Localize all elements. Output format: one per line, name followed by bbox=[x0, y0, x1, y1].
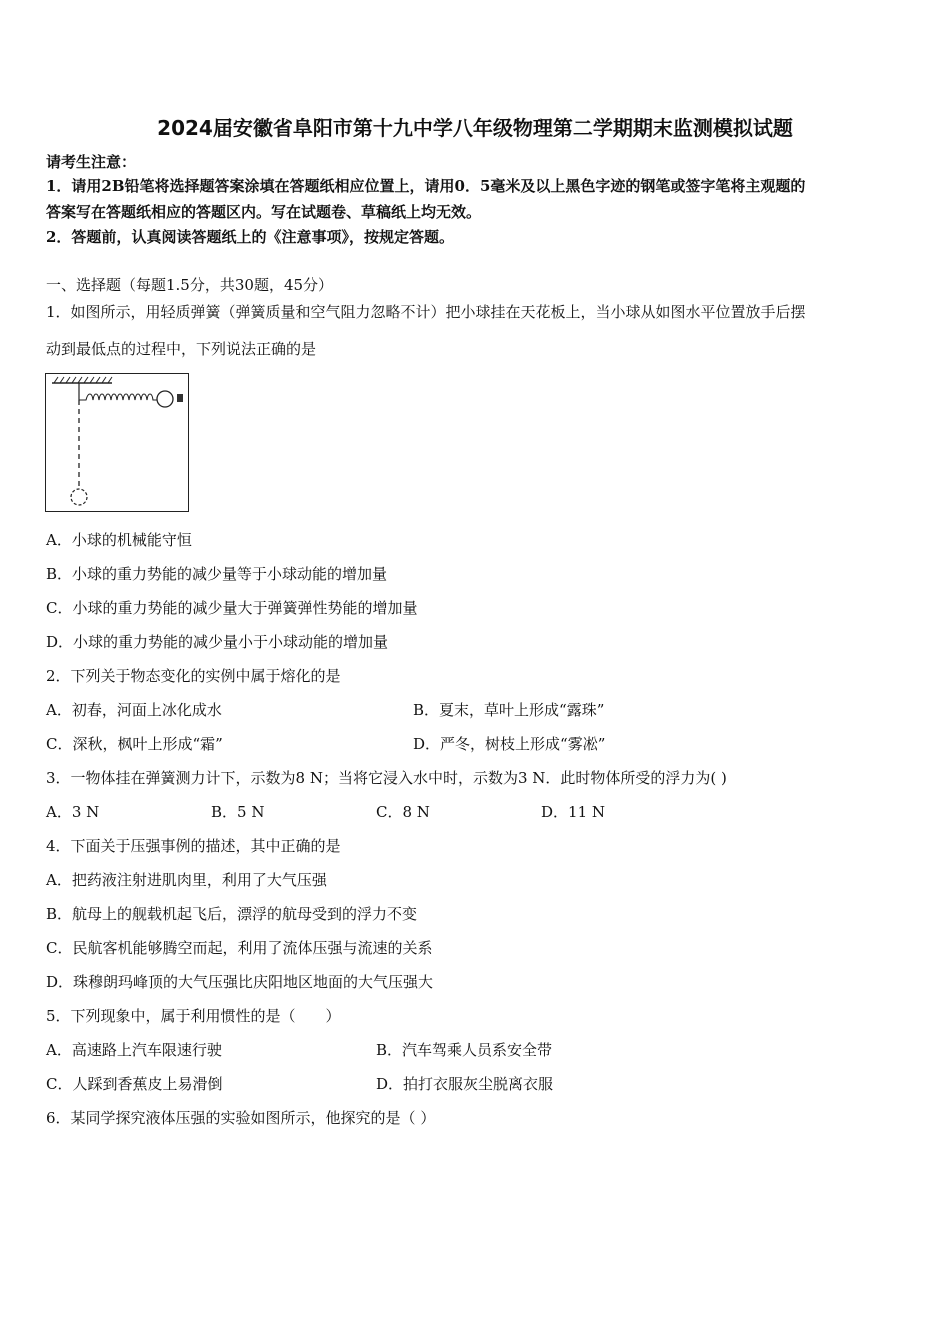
q2-option-b: B．夏末，草叶上形成“露珠” bbox=[413, 701, 605, 719]
notice-item-1-line-2: 答案写在答题纸相应的答题区内。写在试题卷、草稿纸上均无效。 bbox=[46, 203, 482, 221]
q4-option-c: C．民航客机能够腾空而起，利用了流体压强与流速的关系 bbox=[46, 939, 433, 957]
q3-stem: 3．一物体挂在弹簧测力计下，示数为8 N；当将它浸入水中时，示数为3 N．此时物体所受的浮力为( ) bbox=[46, 769, 727, 787]
ceiling-hatch bbox=[54, 377, 112, 383]
q2-stem: 2．下列关于物态变化的实例中属于熔化的是 bbox=[46, 667, 341, 685]
page-title: 2024届安徽省阜阳市第十九中学八年级物理第二学期期末监测模拟试题 bbox=[157, 116, 793, 140]
notice-item-2: 2．答题前，认真阅读答题纸上的《注意事项》，按规定答题。 bbox=[46, 228, 454, 246]
q2-option-d: D．严冬，树枝上形成“雾凇” bbox=[413, 735, 606, 753]
q6-stem: 6．某同学探究液体压强的实验如图所示，他探究的是（ ） bbox=[46, 1109, 436, 1127]
q5-option-b: B．汽车驾乘人员系安全带 bbox=[376, 1041, 553, 1059]
q5-option-c: C．人踩到香蕉皮上易滑倒 bbox=[46, 1075, 223, 1093]
q5-option-d: D．拍打衣服灰尘脱离衣服 bbox=[376, 1075, 554, 1093]
release-marker bbox=[177, 394, 183, 402]
ball-start bbox=[157, 391, 173, 407]
notice-heading: 请考生注意： bbox=[46, 153, 137, 171]
q2-option-c: C．深秋，枫叶上形成“霜” bbox=[46, 735, 223, 753]
ball-lowest bbox=[71, 489, 87, 505]
q1-stem-line-1: 1．如图所示，用轻质弹簧（弹簧质量和空气阻力忽略不计）把小球挂在天花板上，当小球从如图水平位置放手后摆 bbox=[46, 303, 806, 321]
spring-pendulum-figure bbox=[45, 373, 189, 512]
q4-option-b: B．航母上的舰载机起飞后，漂浮的航母受到的浮力不变 bbox=[46, 905, 418, 923]
spring bbox=[79, 394, 158, 400]
q3-option-b: B．5 N bbox=[211, 803, 265, 821]
q3-option-a: A．3 N bbox=[46, 803, 100, 821]
q4-stem: 4．下面关于压强事例的描述，其中正确的是 bbox=[46, 837, 341, 855]
q1-option-c: C．小球的重力势能的减少量大于弹簧弹性势能的增加量 bbox=[46, 599, 418, 617]
notice-item-1-line-1: 1．请用2B铅笔将选择题答案涂填在答题纸相应位置上，请用0．5毫米及以上黑色字迹的钢笔或签字笔将主观题的 bbox=[46, 177, 806, 195]
q5-stem: 5．下列现象中，属于利用惯性的是（ ） bbox=[46, 1007, 341, 1025]
q1-option-d: D．小球的重力势能的减少量小于小球动能的增加量 bbox=[46, 633, 389, 651]
q4-option-d: D．珠穆朗玛峰顶的大气压强比庆阳地区地面的大气压强大 bbox=[46, 973, 434, 991]
q4-option-a: A．把药液注射进肌肉里，利用了大气压强 bbox=[46, 871, 327, 889]
section-heading: 一、选择题（每题1.5分，共30题，45分） bbox=[46, 276, 334, 294]
q3-option-d: D．11 N bbox=[541, 803, 606, 821]
q1-option-b: B．小球的重力势能的减少量等于小球动能的增加量 bbox=[46, 565, 388, 583]
q3-option-c: C．8 N bbox=[376, 803, 430, 821]
q2-option-a: A．初春，河面上冰化成水 bbox=[46, 701, 222, 719]
q1-option-a: A．小球的机械能守恒 bbox=[46, 531, 192, 549]
q5-option-a: A．高速路上汽车限速行驶 bbox=[46, 1041, 222, 1059]
spring-pendulum-diagram bbox=[46, 374, 190, 513]
q1-stem-line-2: 动到最低点的过程中，下列说法正确的是 bbox=[46, 340, 317, 358]
